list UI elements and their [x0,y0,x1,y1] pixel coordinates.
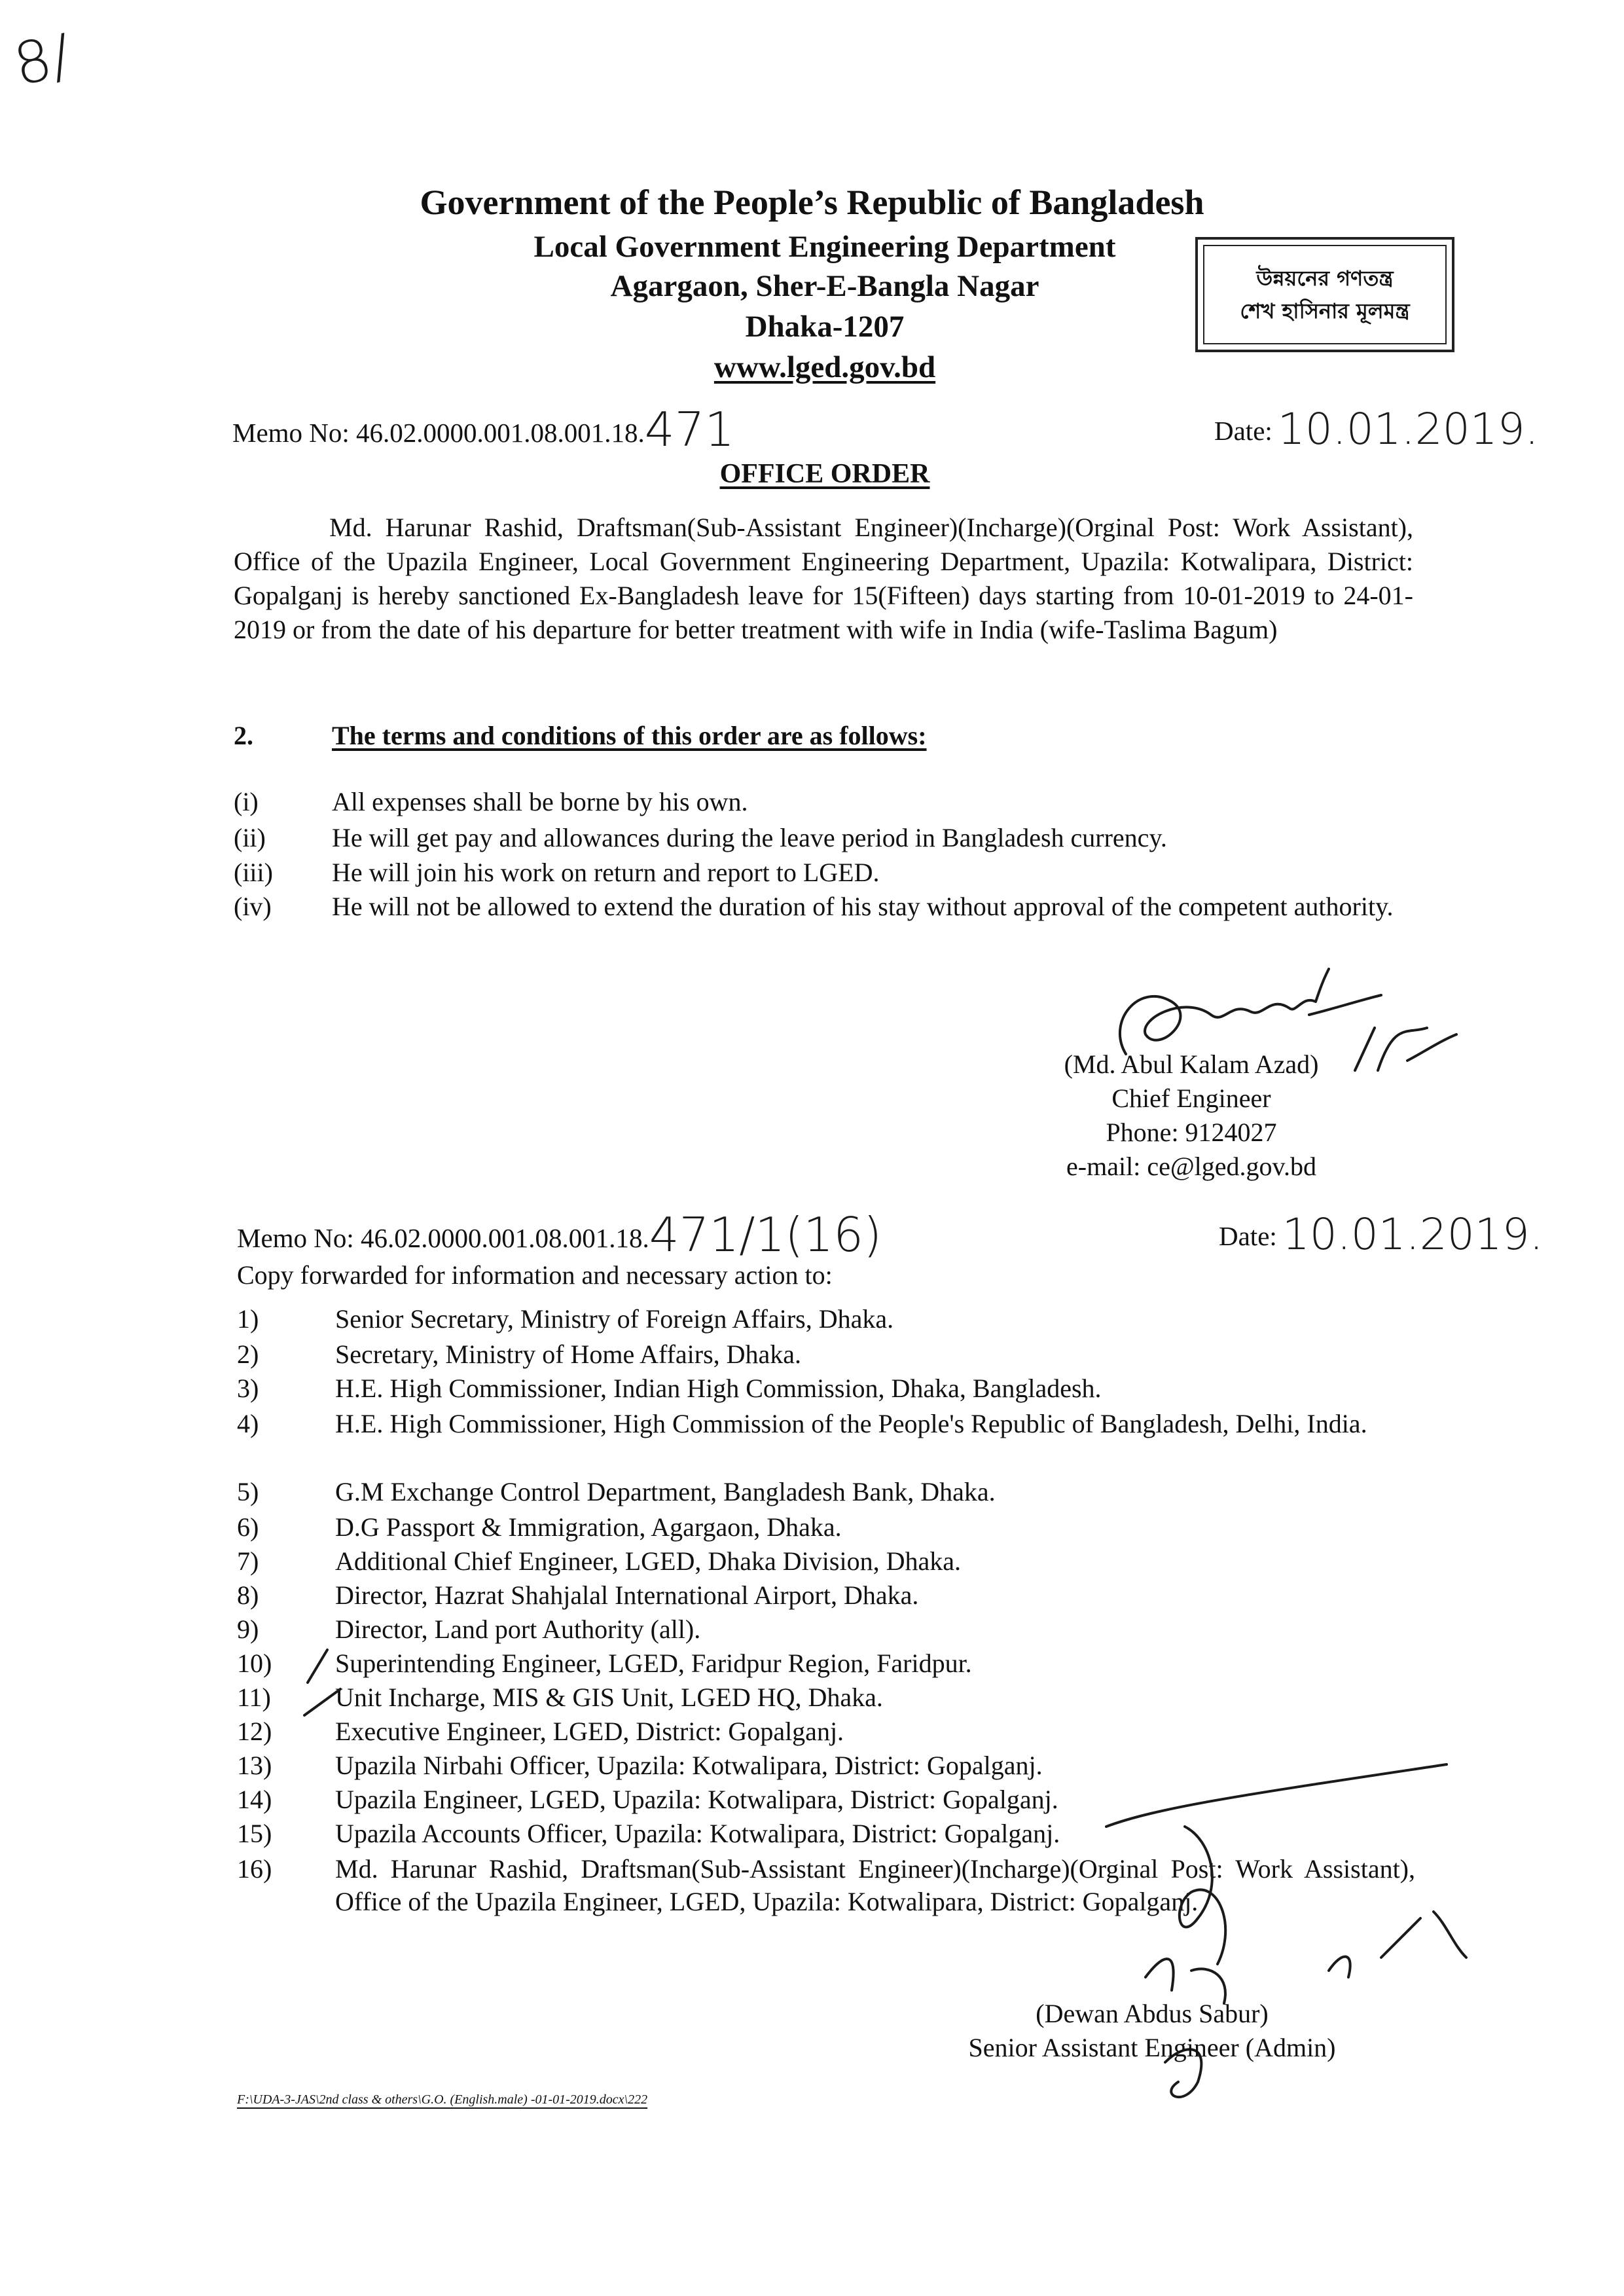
department-address: Agargaon, Sher-E-Bangla Nagar [610,269,1039,303]
document-title: OFFICE ORDER [719,459,930,489]
signatory-2-name: (Dewan Abdus Sabur) [1036,1999,1269,2028]
signature-1-date [1381,1021,1383,1022]
tick-marks [301,1643,353,1722]
memo-handwritten-date: 10.01.2019. [1282,1209,1543,1260]
file-path-footer: F:\UDA-3-JAS\2nd class & others\G.O. (English.male) -01-01-2019.docx\222 [237,2092,648,2107]
signatory-1-title: Chief Engineer [1111,1084,1271,1113]
signatory-1-name: (Md. Abul Kalam Azad) [1064,1049,1319,1079]
memo-label: Memo No: 46.02.0000.001.08.001.18. [237,1223,649,1253]
terms-heading: The terms and conditions of this order are as follows: [332,721,927,750]
signatory-1-phone: Phone: 9124027 [1106,1118,1277,1147]
date-label: Date: [1219,1221,1277,1251]
corner-handwritten-mark: 8/ [8,21,77,99]
signatory-2-block [929,1997,1375,2065]
terms-number: 2. [234,721,253,750]
memo-handwritten-date: 10.01.2019. [1277,404,1539,454]
date-label: Date: [1214,416,1272,446]
department-name: Local Government Engineering Department [533,230,1116,264]
department-city: Dhaka-1207 [745,310,905,344]
order-body: Md. Harunar Rashid, Draftsman(Sub-Assistant Engineer)(Incharge)(Orginal Post: Work Assistant), Office of the Upazila Engineer, Local Government Engineering Department, Upazila: Kotwalipara, District: Gopalganj is hereby sanctioned Ex-Bangladesh leave for 15(Fifteen) days starting from 10-01-2019 to 24-01-2019 or from the date of his departure for better treatment with wife in India (wife-Taslima Bagum) [234,513,1413,644]
motto-line-2: শেখ হাসিনার মূলমন্ত্র [1240,299,1410,323]
signature-2-date [1375,1938,1377,1939]
memo-number-2 [237,1207,882,1262]
signatory-2-title: Senior Assistant Engineer (Admin) [968,2033,1336,2062]
copy-intro: Copy forwarded for information and necessary action to: [237,1260,833,1290]
signatory-1-block [1008,1048,1375,1184]
signatory-1-email: e-mail: ce@lged.gov.bd [1066,1152,1316,1181]
motto-line-1: উন্নয়নের গণতন্ত্র [1256,266,1394,291]
memo-date-2 [1219,1209,1543,1260]
memo-handwritten-number: 471 [644,402,735,457]
government-title: Government of the People’s Republic of Bangladesh [420,183,1204,222]
admin-engineer-signature [1080,1755,1486,2121]
memo-date-1 [1214,404,1539,454]
motto-box [1195,237,1454,352]
department-website[interactable]: www.lged.gov.bd [713,350,936,384]
memo-label: Memo No: 46.02.0000.001.08.001.18. [232,418,645,448]
memo-number-1 [232,402,735,457]
memo-handwritten-number: 471/1(16) [649,1207,882,1262]
